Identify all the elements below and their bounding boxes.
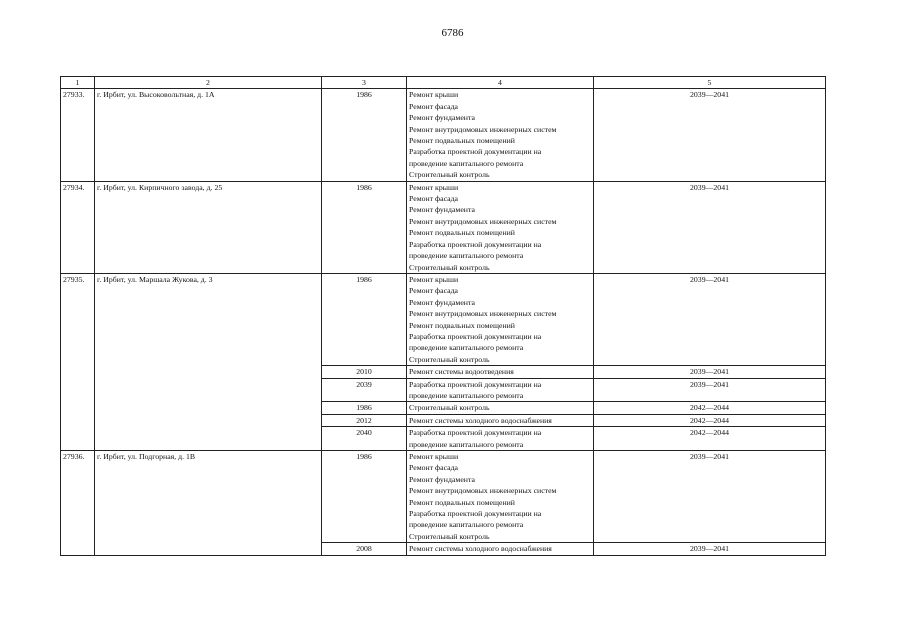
work-types [407, 181, 594, 273]
work-types [407, 543, 594, 555]
work-types [407, 402, 594, 414]
repair-period: 2039—2041 [594, 543, 826, 555]
page-number: 6786 [441, 27, 464, 39]
work-item: проведение капитального ремонта [409, 520, 524, 530]
work-item: Разработка проектной документации на [409, 331, 542, 341]
work-item: Строительный контроль [409, 262, 490, 272]
work-item: Ремонт крыши [409, 182, 459, 192]
work-item: Ремонт фасада [409, 286, 459, 296]
work-types [407, 366, 594, 378]
construction-year: 1986 [322, 451, 407, 543]
work-item: проведение капитального ремонта [409, 390, 524, 400]
construction-year: 2012 [322, 414, 407, 426]
building-address: г. Ирбит, ул. Высоковольтная, д. 1А [95, 89, 322, 181]
repair-period: 2039—2041 [594, 181, 826, 273]
table-row [61, 451, 826, 543]
building-address: г. Ирбит, ул. Маршала Жукова, д. 3 [95, 273, 322, 450]
construction-year: 1986 [322, 89, 407, 181]
work-item: Строительный контроль [409, 354, 490, 364]
work-item: Ремонт внутридомовых инженерных систем [409, 309, 557, 319]
work-types [407, 451, 594, 543]
column-header: 4 [407, 77, 594, 89]
work-item: Ремонт фундамента [409, 205, 475, 215]
building-address: г. Ирбит, ул. Кирпичного завода, д. 25 [95, 181, 322, 273]
work-item: Ремонт внутридомовых инженерных систем [409, 486, 557, 496]
column-header: 3 [322, 77, 407, 89]
work-item: Разработка проектной документации на [409, 379, 542, 389]
work-item: Строительный контроль [409, 170, 490, 180]
building-number: 27934. [61, 181, 95, 273]
header-row [61, 77, 826, 89]
work-item: проведение капитального ремонта [409, 251, 524, 261]
work-types [407, 273, 594, 365]
table-row [61, 181, 826, 273]
work-item: Ремонт подвальных помещений [409, 228, 515, 238]
work-item: Ремонт подвальных помещений [409, 320, 515, 330]
repair-period: 2039—2041 [594, 378, 826, 402]
work-item: Разработка проектной документации на [409, 147, 542, 157]
work-item: проведение капитального ремонта [409, 343, 524, 353]
work-item: Ремонт фундамента [409, 113, 475, 123]
work-item: проведение капитального ремонта [409, 158, 524, 168]
work-item: Ремонт фасада [409, 101, 459, 111]
construction-year: 2039 [322, 378, 407, 402]
repair-period: 2042—2044 [594, 414, 826, 426]
building-number: 27935. [61, 273, 95, 450]
work-item: Ремонт системы водоотведения [409, 367, 514, 377]
work-item: Разработка проектной документации на [409, 509, 542, 519]
work-item: Строительный контроль [409, 531, 490, 541]
construction-year: 1986 [322, 273, 407, 365]
building-number: 27933. [61, 89, 95, 181]
repair-period: 2039—2041 [594, 273, 826, 365]
work-item: Ремонт фундамента [409, 474, 475, 484]
table-row [61, 273, 826, 365]
work-types [407, 427, 594, 451]
work-item: Ремонт системы холодного водоснабжения [409, 544, 552, 554]
work-item: Ремонт подвальных помещений [409, 136, 515, 146]
work-item: проведение капитального ремонта [409, 439, 524, 449]
work-item: Ремонт системы холодного водоснабжения [409, 415, 552, 425]
work-item: Разработка проектной документации на [409, 428, 542, 438]
table-row [61, 89, 826, 181]
building-address: г. Ирбит, ул. Подгорная, д. 1В [95, 451, 322, 556]
work-item: Ремонт фасада [409, 194, 459, 204]
work-item: Ремонт подвальных помещений [409, 497, 515, 507]
repair-period: 2042—2044 [594, 427, 826, 451]
repair-period: 2039—2041 [594, 451, 826, 543]
repair-period: 2039—2041 [594, 366, 826, 378]
work-item: Ремонт внутридомовых инженерных систем [409, 216, 557, 226]
work-item: Ремонт фундамента [409, 297, 475, 307]
construction-year: 2010 [322, 366, 407, 378]
capital-repair-table [60, 76, 826, 556]
building-number: 27936. [61, 451, 95, 556]
work-types [407, 414, 594, 426]
work-item: Ремонт фасада [409, 463, 459, 473]
column-header: 5 [594, 77, 826, 89]
work-item: Ремонт внутридомовых инженерных систем [409, 124, 557, 134]
work-item: Ремонт крыши [409, 452, 459, 461]
column-header: 2 [95, 77, 322, 89]
work-item: Ремонт крыши [409, 90, 459, 100]
construction-year: 1986 [322, 402, 407, 414]
construction-year: 2008 [322, 543, 407, 555]
work-item: Разработка проектной документации на [409, 239, 542, 249]
work-item: Ремонт крыши [409, 274, 459, 284]
work-types [407, 378, 594, 402]
repair-period: 2039—2041 [594, 89, 826, 181]
construction-year: 2040 [322, 427, 407, 451]
repair-period: 2042—2044 [594, 402, 826, 414]
column-header: 1 [61, 77, 95, 89]
construction-year: 1986 [322, 181, 407, 273]
work-item: Строительный контроль [409, 403, 490, 413]
work-types [407, 89, 594, 181]
